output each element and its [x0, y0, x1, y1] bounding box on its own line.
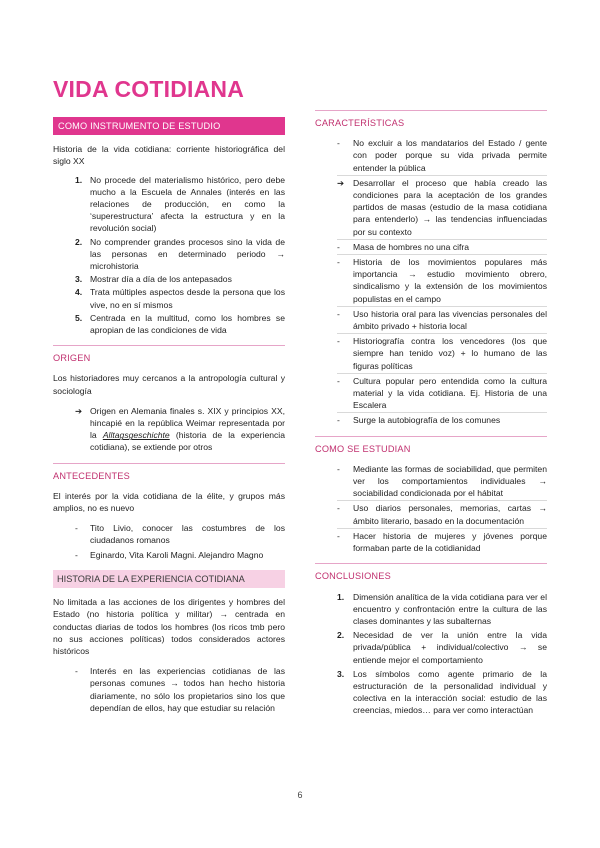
list-item: - Eginardo, Vita Karoli Magni. Alejandro Magno [75, 549, 264, 560]
section-historia [53, 570, 285, 714]
list-item: - Historia de los movimientos populares más importancia → estudio movimiento obrero, sindicalismo y la extensión de los movimientos populistas en el campo [337, 256, 547, 307]
list-item: 3. Mostrar día a día de los antepasados [75, 274, 232, 285]
list-item: - Surge la autobiografía de los comunes [337, 415, 501, 426]
list-item: - Interés en las experiencias cotidianas de las personas comunes → todos han hecho historia diariamente, no sólo los propietarios sino los que dependían de ellos, hay que estudiar su relación [75, 666, 285, 713]
page-title: VIDA COTIDIANA [53, 76, 245, 102]
list-item: 4. Trata múltiples aspectos desde la persona que los vive, no en sí mismos [75, 287, 285, 310]
section-antecedentes [53, 463, 285, 561]
list-item: - Hacer historia de mujeres y jóvenes porque formaban parte de la cotidianidad [337, 530, 547, 554]
list-item: - Masa de hombres no una cifra [337, 241, 547, 255]
bullet-list [337, 137, 547, 426]
list-item: - Tito Livio, conocer las costumbres de los ciudadanos romanos [75, 523, 285, 546]
bullet-list [75, 665, 285, 714]
section-instrumento [53, 117, 285, 336]
list-item: 3. Los símbolos como agente primario de la estructuración de la personalidad individual y colectiva en la interacción social: estudio de las creencias, miedos… para ver como interactúan [337, 668, 547, 716]
section-header: ORIGEN [53, 345, 285, 367]
left-column [53, 117, 285, 723]
list-item: ➔ Origen en Alemania finales s. XIX y principios XX, hincapié en la república Weimar representada por la Alltagsgeschichte (historia de la experiencia cotidiana), se extiende por otros [75, 405, 285, 453]
list-item: ➔ Desarrollar el proceso que había creado las condiciones para la aceptación de los grandes partidos de masas (estudio de la masa cotidiana para entenderlo) → las tendencias influenciadas por su contexto [337, 177, 547, 240]
list-item: - Mediante las formas de sociabilidad, que permiten ver los comportamientos individuales → sociabilidad condicionada por el hábitat [337, 463, 547, 502]
section-header: HISTORIA DE LA EXPERIENCIA COTIDIANA [53, 570, 285, 588]
section-intro: El interés por la vida cotidiana de la élite, y grupos más amplios, no es nuevo [53, 490, 285, 514]
term-alltagsgeschichte: Alltagsgeschichte [102, 430, 170, 441]
list-item: - Uso diarios personales, memorias, cartas → ámbito literario, basado en la documentación [337, 502, 547, 528]
list-item: 5. Centrada en la multitud, como los hombres se apropian de las condiciones de vida [75, 312, 285, 336]
section-header: COMO SE ESTUDIAN [315, 436, 547, 458]
numbered-list [337, 591, 547, 717]
section-caracteristicas [315, 110, 547, 427]
section-intro: Los historiadores muy cercanos a la antropología cultural y sociología [53, 373, 285, 396]
list-item: 2. No comprender grandes procesos sino la vida de las personas en determinado periodo → microhistoria [75, 236, 285, 272]
arrow-icon: ➔ [337, 177, 345, 188]
section-intro: No limitada a las acciones de los dirigentes y hombres del Estado (no historia política y militar) → centrada en conductas diarias de todos los hombres (los ricos tmb pero no sus acciones políticas) todos considerados actores históricos [53, 597, 285, 656]
section-header: ANTECEDENTES [53, 463, 285, 485]
section-header: CONCLUSIONES [315, 563, 547, 585]
bullet-list [75, 522, 285, 561]
list-item: - Cultura popular pero entendida como la cultura material y la vida cotidiana. Ej. Historia de una Escalera [337, 375, 547, 414]
list-item: - No excluir a los mandatarios del Estado / gente con poder porque su vida privada permite entender la pública [337, 137, 547, 176]
page-number: 6 [297, 790, 303, 800]
list-item: 1. No procede del materialismo histórico, pero debe mucho a la Escuela de Annales (interés en las relaciones de producción, en como la ‘superestructura’ afecta la estructura y en la revolución social) [75, 174, 285, 234]
list-item: 1. Dimensión analítica de la vida cotidiana para ver el encuentro y confrontación entre la cultura de las clases dominantes y las subalternas [337, 591, 547, 626]
list-item: - Uso historia oral para las vivencias personales del ámbito privado + historia local [337, 308, 547, 334]
section-intro: Historia de la vida cotidiana: corriente historiográfica del siglo XX [53, 144, 285, 167]
bullet-list [75, 405, 285, 454]
bullet-list [337, 463, 547, 554]
right-column [315, 110, 547, 726]
numbered-list [75, 174, 285, 337]
section-header: COMO INSTRUMENTO DE ESTUDIO [53, 117, 285, 135]
arrow-icon: ➔ [75, 405, 83, 416]
section-origen [53, 345, 285, 453]
section-conclusiones [315, 563, 547, 716]
list-item: - Historiografía contra los vencedores (los que siempre han tenido voz) + lo humano de las figuras políticas [337, 335, 547, 374]
section-como [315, 436, 547, 555]
list-item: 2. Necesidad de ver la unión entre la vida privada/pública + individual/colectivo → se entiende mejor el comportamiento [337, 630, 547, 665]
section-header: CARACTERÍSTICAS [315, 110, 547, 132]
